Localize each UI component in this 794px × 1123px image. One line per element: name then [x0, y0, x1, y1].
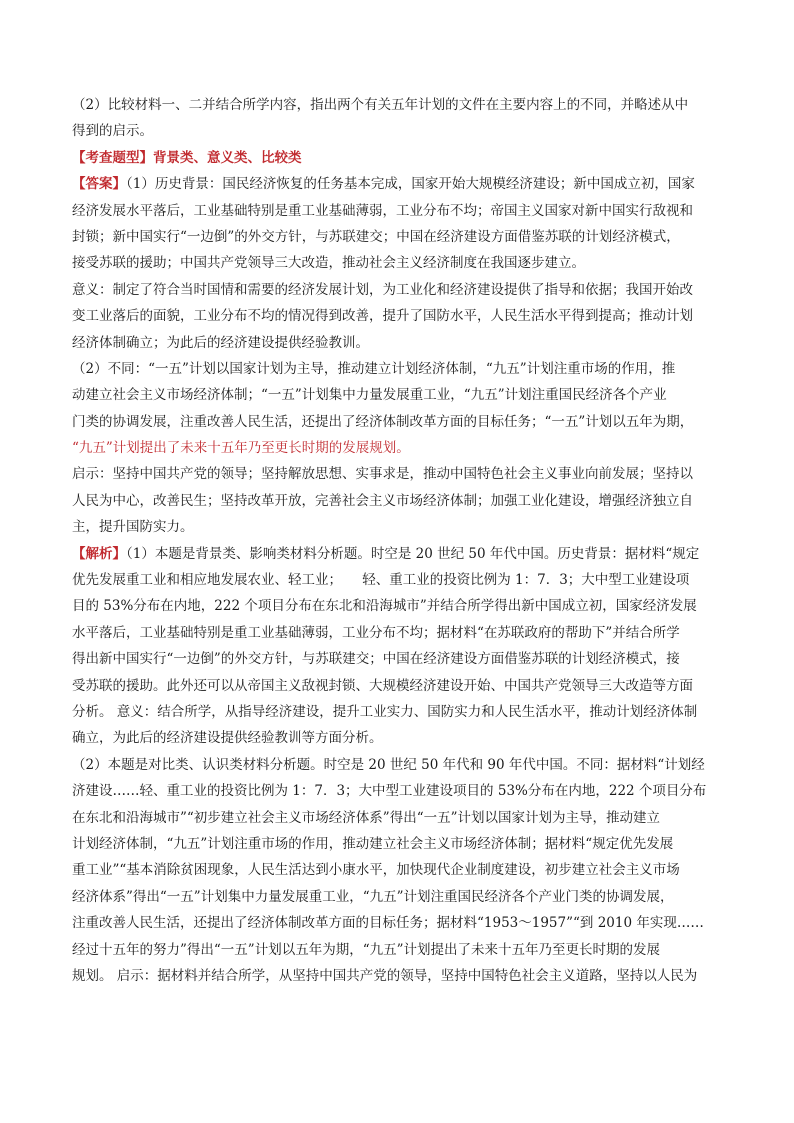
analysis-line: 经过十五年的努力”得出“一五”计划以五年为期，“九五”计划提出了未来十五年乃至更长时期的发展 — [72, 941, 661, 958]
answer-line: 意义：制定了符合当时国情和需要的经济发展计划，为工业化和经济建设提供了指导和依据；我国开始改 — [72, 281, 693, 298]
answer-line: 启示：坚持中国共产党的领导；坚持解放思想、实事求是，推动中国特色社会主义事业向前发展；坚持以 — [72, 466, 693, 483]
analysis-line: 经济体系”得出“一五”计划集中力量发展重工业，“九五”计划注重国民经济各个产业门类的协调发展， — [72, 888, 674, 905]
answer-line: 经济体制确立；为此后的经济建设提供经验教训。 — [72, 334, 369, 351]
analysis-line: 得出新中国实行“一边倒”的外交方针，与苏联建交；中国在经济建设方面借鉴苏联的计划经济模式，接 — [72, 651, 680, 668]
analysis-line: 计划经济体制，“九五”计划注重市场的作用，推动建立社会主义市场经济体制；据材料“规定优先发展 — [72, 835, 674, 852]
analysis-line: 在东北和沿海城市”“初步建立社会主义市场经济体系”得出“一五”计划以国家计划为主导，推动建立 — [72, 809, 661, 826]
answer-line: （2）不同：“一五”计划以国家计划为主导，推动建立计划经济体制，“九五”计划注重市场的作用，推 — [72, 360, 676, 377]
analysis-text: （1）本题是背景类、影响类材料分析题。时空是 20 世纪 50 年代中国。历史背景：据材料“规定 — [126, 545, 700, 562]
answer-label: 【答案】 — [72, 176, 126, 193]
analysis-line: 济建设……轻、重工业的投资比例为 1：7．3；大中型工业建设项目的 53%分布在内地，222 个项目分布 — [72, 783, 707, 800]
answer-line: 接受苏联的援助；中国共产党领导三大改造，推动社会主义经济制度在我国逐步建立。 — [72, 255, 585, 272]
question-line: （2）比较材料一、二并结合所学内容，指出两个有关五年计划的文件在主要内容上的不同，并略述从中 — [72, 97, 689, 113]
analysis-line: 受苏联的援助。此外还可以从帝国主义敌视封锁、大规模经济建设开始、中国共产党领导三大改造等方面 — [72, 677, 693, 694]
answer-text: （1）历史背景：国民经济恢复的任务基本完成，国家开始大规模经济建设；新中国成立初，国家 — [126, 176, 695, 193]
answer-line: 封锁；新中国实行“一边倒”的外交方针，与苏联建交；中国在经济建设方面借鉴苏联的计划经济模式， — [72, 228, 680, 245]
question-type-heading: 【考查题型】背景类、意义类、比较类 — [72, 149, 302, 166]
analysis-label: 【解析】 — [72, 545, 126, 562]
answer-first-line — [72, 171, 732, 197]
analysis-line: 目的 53%分布在内地，222 个项目分布在东北和沿海城市”并结合所学得出新中国成立初，国家经济发展 — [72, 598, 697, 615]
question-line: 得到的启示。 — [72, 123, 153, 140]
analysis-line: 注重改善人民生活，还提出了经济体制改革方面的目标任务；据材料“1953～1957”“到 2010 年实现…… — [72, 915, 704, 932]
analysis-line: 规划。 启示：据材料并结合所学，从坚持中国共产党的领导，坚持中国特色社会主义道路，坚持以人民为 — [72, 967, 698, 984]
answer-line: 主，提升国防实力。 — [72, 519, 194, 536]
analysis-first-line — [72, 541, 732, 567]
answer-line: 变工业落后的面貌，工业分布不均的情况得到改善，提升了国防水平，人民生活水平得到提高；推动计划 — [72, 308, 693, 325]
answer-line: 经济发展水平落后，工业基础特别是重工业基础薄弱，工业分布不均；帝国主义国家对新中国实行敌视和 — [72, 202, 693, 219]
analysis-line: 优先发展重工业和相应地发展农业、轻工业； 轻、重工业的投资比例为 1：7．3；大中型工业建设项 — [72, 572, 690, 589]
analysis-line: 重工业”“基本消除贫困现象，人民生活达到小康水平，加快现代企业制度建设，初步建立社会主义市场 — [72, 862, 680, 879]
answer-highlight-line: “九五”计划提出了未来十五年乃至更长时期的发展规划。 — [72, 440, 410, 457]
answer-line: 动建立社会主义市场经济体制；“一五”计划集中力量发展重工业，“九五”计划注重国民经济各个产业 — [72, 387, 667, 404]
answer-line: 门类的协调发展，注重改善人民生活，还提出了经济体制改革方面的目标任务；“一五”计划以五年为期， — [72, 413, 694, 430]
analysis-line: 确立，为此后的经济建设提供经验教训等方面分析。 — [72, 730, 383, 747]
analysis-line: 分析。 意义：结合所学，从指导经济建设，提升工业实力、国防实力和人民生活水平，推动计划经济体制 — [72, 703, 698, 720]
analysis-line: 水平落后，工业基础特别是重工业基础薄弱，工业分布不均；据材料“在苏联政府的帮助下”并结合所学 — [72, 624, 680, 641]
analysis-line: （2）本题是对比类、认识类材料分析题。时空是 20 世纪 50 年代和 90 年代中国。不同：据材料“计划经 — [72, 756, 705, 773]
answer-line: 人民为中心，改善民生；坚持改革开放，完善社会主义市场经济体制；加强工业化建设，增强经济独立自 — [72, 492, 693, 509]
document-page — [72, 92, 732, 989]
